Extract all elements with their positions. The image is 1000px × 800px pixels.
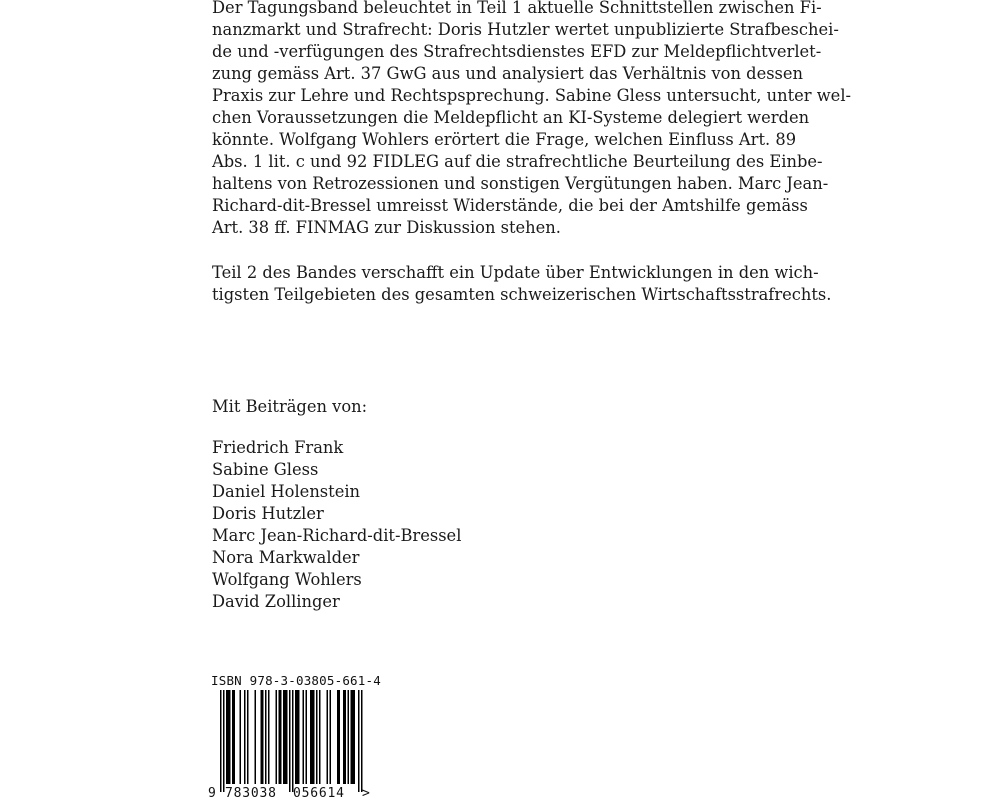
barcode-bar (223, 690, 225, 792)
intro-line: könnte. Wolfgang Wohlers erörtert die Frage, welchen Einfluss Art. 89 (212, 130, 797, 149)
part2-line: tigsten Teilgebieten des gesamten schweizerischen Wirtschaftsstrafrechts. (212, 285, 832, 304)
barcode-bar (289, 690, 291, 792)
barcode-bar (358, 690, 360, 792)
barcode-bar (240, 690, 242, 784)
barcode-digits-right: 056614 (293, 786, 345, 800)
barcode-bar (297, 690, 299, 784)
barcode-bar (262, 690, 264, 784)
contributor-name: Daniel Holenstein (212, 482, 361, 501)
part2-line: Teil 2 des Bandes verschafft ein Update über Entwicklungen in den wich- (212, 263, 819, 282)
barcode-bar (255, 690, 257, 784)
barcode-bar (319, 690, 321, 784)
barcode-bar (280, 690, 282, 784)
intro-line: chen Voraussetzungen die Meldepflicht an KI-Systeme delegiert werden (212, 108, 810, 127)
barcode-bar (228, 690, 230, 784)
barcode-bar (351, 690, 353, 784)
part2-paragraph (212, 262, 832, 306)
barcode-bar (232, 690, 234, 784)
barcode-bar (298, 690, 300, 784)
barcode-bar (276, 690, 278, 784)
barcode-bar (261, 690, 263, 784)
barcode-bar (348, 690, 350, 784)
barcode-bar (247, 690, 249, 784)
barcode-bar (265, 690, 267, 784)
contributor-name: Wolfgang Wohlers (212, 570, 362, 589)
contributor-name: Marc Jean-Richard-dit-Bressel (212, 526, 462, 545)
barcode-bar (234, 690, 236, 784)
intro-line: nanzmarkt und Strafrecht: Doris Hutzler wertet unpublizierte Strafbeschei- (212, 20, 839, 39)
isbn-label: ISBN 978-3-03805-661-4 (211, 673, 381, 688)
barcode-bar (303, 690, 305, 784)
intro-paragraph (212, 0, 852, 239)
barcode-bar (244, 690, 246, 784)
barcode-quiet-mark: > (362, 786, 370, 800)
barcode-bar (312, 690, 314, 784)
barcode-bar (316, 690, 318, 784)
barcode-bar (343, 690, 345, 784)
barcode-bar (337, 690, 339, 784)
intro-line: Richard-dit-Bressel umreisst Widerstände, die bei der Amtshilfe gemäss (212, 196, 808, 215)
barcode-bar (306, 690, 308, 784)
barcode-bar (226, 690, 228, 784)
barcode-bar (327, 690, 329, 784)
barcode-bar (229, 690, 231, 784)
intro-line: haltens von Retrozessionen und sonstigen Vergütungen haben. Marc Jean- (212, 174, 829, 193)
barcode-digit-lead: 9 (208, 786, 216, 800)
barcode-bar (345, 690, 347, 784)
barcode-bar (354, 690, 356, 784)
contributor-name: Nora Markwalder (212, 548, 360, 567)
barcode-bars (220, 690, 363, 792)
barcode-bar (330, 690, 332, 784)
barcode-bar (268, 690, 270, 784)
barcode-bar (295, 690, 297, 784)
intro-line: Praxis zur Lehre und Rechtspsprechung. Sabine Gless untersucht, unter wel- (212, 86, 852, 105)
intro-line: zung gemäss Art. 37 GwG aus und analysiert das Verhältnis von dessen (212, 64, 804, 83)
barcode-bar (361, 690, 363, 792)
barcode-bar (313, 690, 315, 784)
intro-line: Art. 38 ff. FINMAG zur Diskussion stehen. (212, 218, 561, 237)
contributors-list (212, 437, 461, 613)
barcode-bar (339, 690, 341, 784)
barcode-bar (220, 690, 222, 792)
barcode-bar (283, 690, 285, 784)
barcode-bar (285, 690, 287, 784)
intro-line: Der Tagungsband beleuchtet in Teil 1 aktuelle Schnittstellen zwischen Fi- (212, 0, 822, 17)
contributor-name: David Zollinger (212, 592, 340, 611)
intro-line: Abs. 1 lit. c und 92 FIDLEG auf die strafrechtliche Beurteilung des Einbe- (212, 152, 823, 171)
barcode-bar (292, 690, 294, 792)
contributor-name: Friedrich Frank (212, 438, 344, 457)
contributor-name: Doris Hutzler (212, 504, 324, 523)
contributors-heading: Mit Beiträgen von: (212, 397, 368, 416)
barcode-digits-left: 783038 (225, 786, 277, 800)
intro-line: de und -verfügungen des Strafrechtsdienstes EFD zur Meldepflichtverlet- (212, 42, 822, 61)
barcode-bar (279, 690, 281, 784)
barcode-bar (352, 690, 354, 784)
isbn-barcode (208, 690, 373, 800)
barcode-bar (286, 690, 288, 784)
contributor-name: Sabine Gless (212, 460, 319, 479)
barcode-bar (310, 690, 312, 784)
